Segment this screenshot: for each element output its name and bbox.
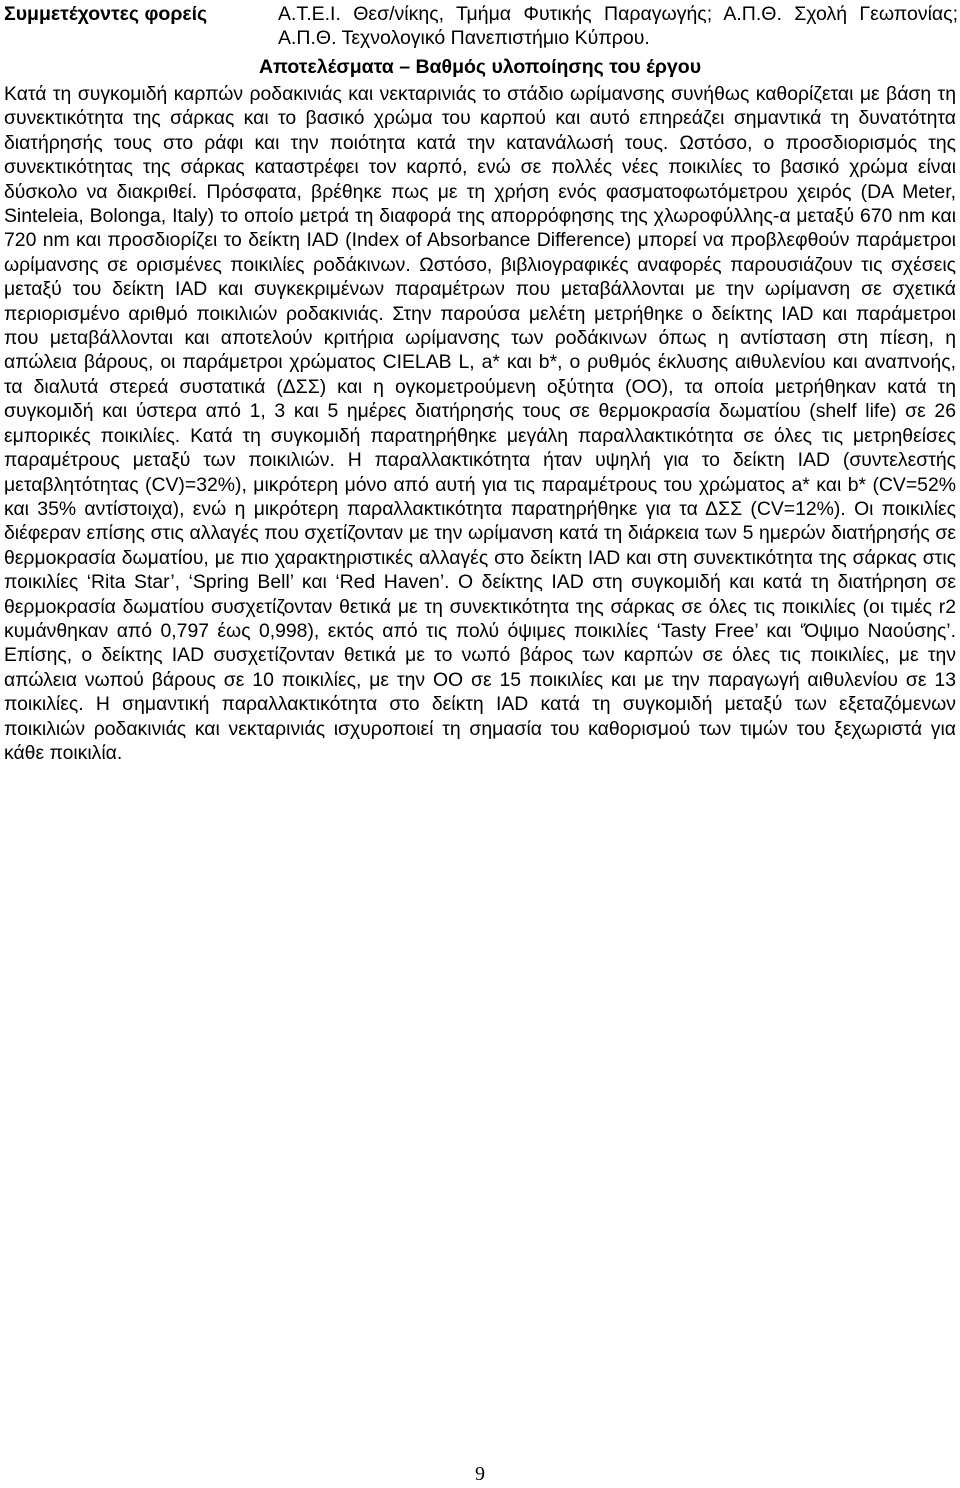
results-heading: Αποτελέσματα – Βαθμός υλοποίησης του έργου [258,56,702,78]
results-paragraph: Κατά τη συγκομιδή καρπών ροδακινιάς και νεκταρινιάς το στάδιο ωρίμανσης συνήθως καθορίζεται με βάση τη συνεκτικότητα της σάρκας και το βασικό χρώμα του καρπού και αυτό επηρεάζει σημαντικά τη δυνατότητα διατήρησής τους στο ράφι και την ποιότητα κατά την κατανάλωσή τους. Ωστόσο, ο προσδιορισμός της συνεκτικότητας της σάρκας καταστρέφει τον καρπό, ενώ σε πολλές νέες ποικιλίες το βασικό χρώμα είναι δύσκολο να διακριθεί. Πρόσφατα, βρέθηκε πως με τη χρήση ενός φασματοφωτόμετρου χειρός (DA Meter, Sinteleia, Bolonga, Italy) το οποίο μετρά τη διαφορά της απορρόφησης της χλωροφύλλης-α μεταξύ 670 nm και 720 nm και προσδιορίζει το δείκτη IAD (Index of Absorbance Difference) μπορεί να προβλεφθούν παράμετροι ωρίμανσης σε ορισμένες ποικιλίες ροδάκινων. Ωστόσο, βιβλιογραφικές αναφορές παρουσιάζουν τις σχέσεις μεταξύ του δείκτη IAD και συγκεκριμένων παραμέτρων που μεταβάλλονται με την ωρίμανση σε σχετικά περιορισμένο αριθμό ποικιλιών ροδακινιάς. Στην παρούσα μελέτη μετρήθηκε ο δείκτης IAD και παράμετροι που μεταβάλλονται και αποτελούν κριτήρια ωρίμανσης των ροδάκινων όπως η αντίσταση στη πίεση, η απώλεια βάρους, οι παράμετροι χρώματος CIELAB L, a* και b*, ο ρυθμός έκλυσης αιθυλενίου και αναπνοής, τα διαλυτά στερεά συστατικά (ΔΣΣ) και η ογκομετρούμενη οξύτητα (ΟΟ), τα οποία μετρήθηκαν κατά τη συγκομιδή και ύστερα από 1, 3 και 5 ημέρες διατήρησής τους σε θερμοκρασία δωματίου (shelf life) σε 26 εμπορικές ποικιλίες. Κατά τη συγκομιδή παρατηρήθηκε μεγάλη παραλλακτικότητα σε όλες τις μετρηθείσες παραμέτρους μεταξύ των ποικιλιών. Η παραλλακτικότητα ήταν υψηλή για το δείκτη IAD (συντελεστής μεταβλητότητας (CV)=32%), μικρότερη μόνο από αυτή για τις παραμέτρους του χρώματος a* και b* (CV=52% και 35% αντίστοιχα), ενώ η μικρότερη παραλλακτικότητα παρατηρήθηκε για τα ΔΣΣ (CV=12%). Οι ποικιλίες διέφεραν επίσης στις αλλαγές που σχετίζονταν με την ωρίμανση κατά τη διάρκεια των 5 ημερών διατήρησής σε θερμοκρασία δωματίου, με πιο χαρακτηριστικές αλλαγές στο δείκτη IAD και στη συνεκτικότητα της σάρκας στις ποικιλίες ‘Rita Star’, ‘Spring Bell’ και ‘Red Haven’. Ο δείκτης IAD στη συγκομιδή και κατά τη διατήρηση σε θερμοκρασία δωματίου συσχετίζονταν θετικά με τη συνεκτικότητα της σάρκας σε όλες τις ποικιλίες (οι τιμές r2 κυμάνθηκαν από 0,797 έως 0,998), εκτός από τις πολύ όψιμες ποικιλίες ‘Tasty Free’ και ‘Όψιμο Ναούσης’. Επίσης, ο δείκτης IAD συσχετίζονταν θετικά με το νωπό βάρος των καρπών σε όλες τις ποικιλίες, με την απώλεια νωπού βάρους σε 10 ποικιλίες, με την ΟΟ σε 15 ποικιλίες και με την παραγωγή αιθυλενίου σε 13 ποικιλίες. Η σημαντική παραλλακτικότητα στο δείκτη IAD κατά τη συγκομιδή μεταξύ των εξεταζόμενων ποικιλιών ροδακινιάς και νεκταρινιάς ισχυροποιεί τη σημασία του καθορισμού των τιμών του ξεχωριστά για κάθε ποικιλία. [4,83,956,764]
page-number: 9 [475,1463,485,1485]
participants-list: Α.Τ.Ε.Ι. Θεσ/νίκης, Τμήμα Φυτικής Παραγωγής; Α.Π.Θ. Σχολή Γεωπονίας; Α.Π.Θ. Τεχνολογικό Πανεπιστήμιο Κύπρου. [278,3,958,49]
participants-label: Συμμετέχοντες φορείς [4,3,208,25]
